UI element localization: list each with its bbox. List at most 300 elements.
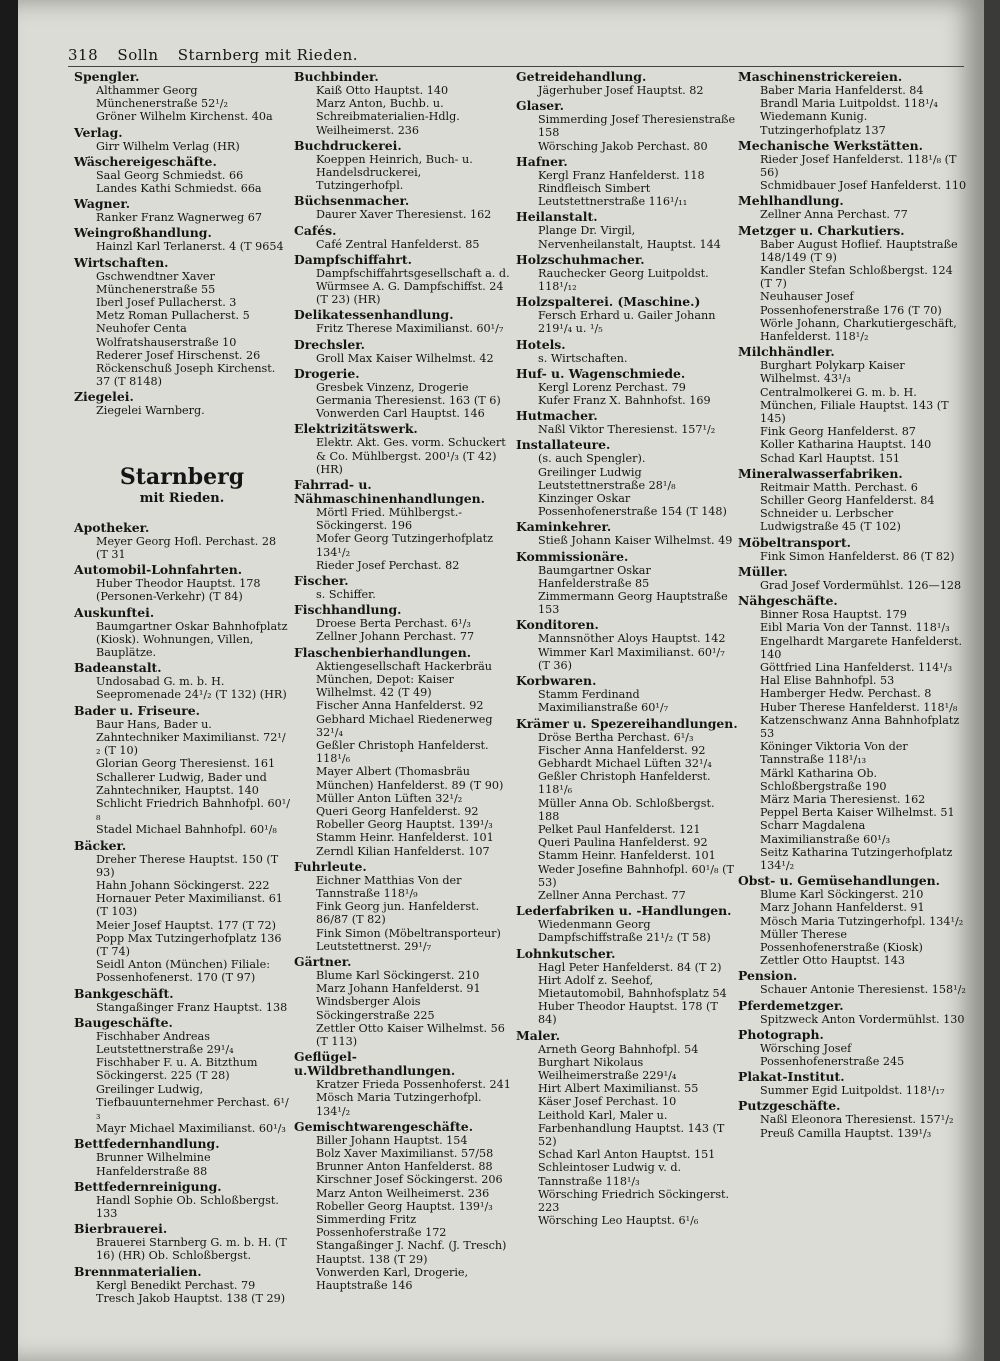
directory-entry: Ranker Franz Wagnerweg 67 [96,211,262,225]
trade-heading: Drechsler. [294,336,365,352]
trade-heading: Wirtschaften. [74,254,169,270]
trade-section [516,904,738,944]
trade-section [74,661,290,701]
directory-entry: Naßl Viktor Theresienst. 157¹/₂ [538,423,716,437]
directory-entry: Mannsnöther Aloys Hauptst. 142 [538,632,726,646]
directory-entry: Blume Karl Söckingerst. 210 [316,968,480,982]
trade-heading: Hutmacher. [516,408,598,424]
directory-entry: Wörle Johann, Charkutiergeschäft, Hanfelderst. 118¹/₂ [760,316,957,344]
trade-heading: Milchhändler. [738,344,835,360]
trade-section [516,99,738,153]
trade-heading: Fahrrad- u. Nähmaschinenhandlungen. [294,477,485,507]
directory-entry: Glorian Georg Theresienst. 161 [96,757,276,771]
trade-section [738,194,968,221]
directory-entry: Schad Karl Anton Hauptst. 151 [538,1148,716,1162]
directory-entry: Schlicht Friedrich Bahnhofpl. 60¹/₈ [96,796,290,824]
trade-heading: Baugeschäfte. [74,1014,173,1030]
directory-entry: Fischhaber Andreas Leutstettnerstraße 29¹/₄ [96,1029,234,1056]
trade-section [74,70,290,124]
trade-section [294,308,512,335]
directory-entry: Brunner Wilhelmine Hanfelderstraße 88 [96,1151,211,1178]
trade-section [738,1070,968,1097]
directory-entry: Müller Anna Ob. Schloßbergst. 188 [538,796,715,823]
directory-entry: Mörtl Fried. Mühlbergst.-Söckingerst. 196 [316,506,463,533]
trade-heading: Büchsenmacher. [294,193,410,209]
trade-section [738,969,968,996]
directory-entry: Brunner Anton Hanfelderst. 88 [316,1160,493,1174]
trade-heading: Wäschereigeschäfte. [74,153,217,169]
directory-entry: Summer Egid Luitpoldst. 118¹/₁₇ [760,1084,945,1098]
directory-entry: Zellner Anna Perchast. 77 [538,888,686,902]
directory-entry: Gröner Wilhelm Kirchenst. 40a [96,110,273,124]
header-place-starnberg: Starnberg mit Rieden. [177,46,359,64]
trade-heading: Bäcker. [74,837,127,853]
trade-heading: Maler. [516,1027,561,1043]
directory-entry: Schauer Antonie Theresienst. 158¹/₂ [760,983,966,997]
trade-section [74,155,290,195]
trade-section [738,999,968,1026]
directory-entry: Hamberger Hedw. Perchast. 8 [760,687,932,701]
directory-entry: Göttfried Lina Hanfelderst. 114¹/₃ [760,660,953,674]
directory-entry: Kufer Franz X. Bahnhofst. 169 [538,394,711,408]
directory-entry: Stangaßinger J. Nachf. (J. Tresch) Hauptst. 138 (T 29) [316,1239,507,1266]
trade-heading: Cafés. [294,222,337,238]
directory-entry: Kratzer Frieda Possenhoferst. 241 [316,1078,511,1092]
trade-heading: Nähgeschäfte. [738,593,838,609]
trade-section [74,226,290,253]
trade-heading: Verlag. [74,124,123,140]
directory-entry: Jägerhuber Josef Hauptst. 82 [538,84,704,97]
directory-entry: Hainzl Karl Terlanerst. 4 (T 9654 [96,240,284,254]
directory-entry: Brandl Maria Luitpoldst. 118¹/₄ [760,97,938,111]
directory-entry: Mösch Maria Tutzingerhofpl. 134¹/₂ [760,914,964,928]
trade-heading: Bettfedernreinigung. [74,1178,222,1194]
trade-section [294,1120,512,1292]
trade-section [74,704,290,837]
directory-entry: Zettler Otto Hauptst. 143 [760,954,905,968]
directory-entry: Schmidbauer Josef Hanfelderst. 110 [760,179,967,193]
trade-section [516,295,738,335]
trade-heading: Ziegelei. [74,389,134,405]
trade-section [738,70,968,137]
directory-entry: Undosabad G. m. b. H. Seepromenade 24¹/₂ (T 132) (HR) [96,675,287,702]
directory-entry: Hornauer Peter Maximilianst. 61 (T 103) [96,892,283,919]
directory-entry: Robeller Georg Hauptst. 139¹/₃ [316,818,493,832]
directory-entry: Schleintoser Ludwig v. d. Tannstraße 118¹/₃ [538,1161,682,1188]
directory-entry: Rindfleisch Simbert Leutstettnerstraße 116¹/₁₁ [538,182,688,209]
directory-entry: Landes Kathi Schmiedst. 66a [96,182,262,196]
trade-section [516,155,738,209]
trade-section [74,197,290,224]
directory-entry: Kergl Benedikt Perchast. 79 [96,1278,256,1292]
directory-entry: Koeppen Heinrich, Buch- u. Handelsdruckerei, Tutzingerhofpl. [316,152,473,193]
trade-section [294,574,512,601]
directory-entry: Mayer Albert (Thomasbräu München) Hanfelderst. 89 (T 90) [316,765,504,792]
trade-section [516,210,738,250]
trade-section [516,70,738,97]
directory-entry: Neuhofer Centa Wolfratshauserstraße 10 [96,322,237,349]
trade-heading: Apotheker. [74,519,150,535]
directory-entry: Stadel Michael Bahnhofpl. 60¹/₈ [96,823,277,837]
trade-heading: Lederfabriken u. -Handlungen. [516,903,732,919]
directory-entry: Gebhardt Michael Lüften 32¹/₄ [538,756,712,770]
trade-section [516,367,738,407]
directory-entry: (s. auch Spengler). [538,452,646,466]
directory-entry: Arneth Georg Bahnhofpl. 54 [538,1042,699,1056]
directory-entry: Preuß Camilla Hauptst. 139¹/₃ [760,1126,932,1140]
directory-entry: Biller Johann Hauptst. 154 [316,1133,468,1147]
directory-entry: Wimmer Karl Maximilianst. 60¹/₇ (T 36) [538,645,725,672]
directory-entry: Ziegelei Warnberg. [96,404,205,418]
column-3 [516,70,738,1229]
directory-entry: Katzenschwanz Anna Bahnhofplatz 53 [760,713,960,740]
directory-entry: Burghart Polykarp Kaiser Wilhelmst. 43¹/₃ [760,359,905,386]
trade-section [738,565,968,592]
trade-heading: Mechanische Werkstätten. [738,137,923,153]
directory-entry: Koller Katharina Hauptst. 140 [760,438,932,452]
directory-entry: Schneider u. Lerbscher Ludwigstraße 45 (T 102) [760,507,901,534]
directory-entry: Stamm Heinr. Hanfelderst. 101 [316,831,494,845]
trade-section [74,987,290,1014]
directory-entry: Meyer Georg Hofl. Perchast. 28 (T 31 [96,534,277,562]
directory-entry: Droese Berta Perchast. 6¹/₃ [316,617,471,631]
trade-section [294,338,512,365]
directory-entry: Mayr Michael Maximilianst. 60¹/₃ [96,1122,286,1136]
directory-entry: Girr Wilhelm Verlag (HR) [96,139,240,153]
trade-heading: Bettfedernhandlung. [74,1136,220,1152]
directory-entry: Handl Sophie Ob. Schloßbergst. 133 [96,1193,279,1220]
directory-entry: Müller Anton Lüften 32¹/₂ [316,791,463,805]
directory-entry: Geßler Christoph Hanfelderst. 118¹/₆ [538,770,711,797]
trade-section [74,1137,290,1177]
column-2 [294,70,512,1294]
directory-entry: Iberl Josef Pullacherst. 3 [96,296,237,310]
directory-entry: Seidl Anton (München) Filiale: Possenhofenerst. 170 (T 97) [96,958,271,985]
trade-heading: Pferdemetzger. [738,997,844,1013]
trade-heading: Maschinenstrickereien. [738,69,903,84]
directory-entry: s. Schiffer. [316,588,376,602]
directory-entry: Fink Simon Hanfelderst. 86 (T 82) [760,549,955,563]
trade-heading: Lohnkutscher. [516,945,616,961]
trade-section [294,422,512,476]
trade-heading: Delikatessenhandlung. [294,307,454,323]
trade-heading: Buchdruckerei. [294,137,402,153]
trade-heading: Hafner. [516,153,568,169]
directory-entry: Simmerding Fritz Possenhoferstraße 172 [316,1213,447,1240]
directory-entry: Hahn Johann Söckingerst. 222 [96,878,270,892]
trade-heading: Buchbinder. [294,69,379,84]
directory-entry: Stamm Heinr. Hanfelderst. 101 [538,849,716,863]
directory-entry: Fischer Anna Hanfelderst. 92 [538,743,706,757]
directory-entry: Stangaßinger Franz Hauptst. 138 [96,1000,288,1014]
directory-entry: Köninger Viktoria Von der Tannstraße 118¹/₁₃ [760,740,908,767]
trade-section [738,594,968,872]
trade-section [74,1180,290,1220]
trade-section [516,674,738,714]
trade-section [294,603,512,643]
trade-section [516,520,738,547]
directory-entry: Huber Theodor Hauptst. 178 (T 84) [538,1000,718,1027]
directory-entry: Neuhauser Josef Possenhofenerstraße 176 (T 70) [760,290,942,317]
directory-entry: Elektr. Akt. Ges. vorm. Schuckert & Co. Mühlbergst. 200¹/₃ (T 42) (HR) [316,436,506,476]
trade-section [74,839,290,985]
directory-entry: Schad Karl Hauptst. 151 [760,451,901,465]
trade-section [294,955,512,1048]
trade-heading: Badeanstalt. [74,660,162,676]
directory-entry: Blume Karl Söckingerst. 210 [760,888,924,902]
trade-section [738,467,968,534]
directory-entry: Dröse Bertha Perchast. 6¹/₃ [538,730,694,744]
directory-entry: Brauerei Starnberg G. m. b. H. (T 16) (HR) Ob. Schloßbergst. [96,1236,287,1263]
directory-entry: Wiedemann Kunig. Tutzingerhofplatz 137 [760,110,886,137]
directory-entry: Hagl Peter Hanfelderst. 84 (T 2) [538,960,722,974]
directory-entry: Kergl Franz Hanfelderst. 118 [538,168,705,182]
trade-section [74,126,290,153]
directory-entry: Greilinger Ludwig, Tiefbauunternehmer Perchast. 6¹/₃ [96,1082,289,1122]
directory-entry: Metz Roman Pullacherst. 5 [96,309,250,323]
trade-heading: Flaschenbierhandlungen. [294,644,472,660]
trade-heading: Kommissionäre. [516,548,629,564]
trade-heading: Elektrizitätswerk. [294,421,418,437]
trade-heading: Automobil-Lohnfahrten. [74,562,243,578]
directory-entry: Meier Josef Hauptst. 177 (T 72) [96,918,276,932]
column-1 [74,70,290,1307]
directory-entry: Scharr Magdalena Maximilianstraße 60¹/₃ [760,819,891,846]
trade-section [294,646,512,858]
directory-entry: Leithold Karl, Maler u. Farbenhandlung Hauptst. 143 (T 52) [538,1108,725,1148]
directory-entry: Hal Elise Bahnhofpl. 53 [760,674,895,688]
trade-section [74,390,290,417]
directory-entry: s. Wirtschaften. [538,351,628,365]
header-place-solln: Solln [117,46,159,64]
trade-heading: Pension. [738,968,798,984]
trade-heading: Geflügel-u.Wildbrethandlungen. [294,1049,456,1079]
trade-heading: Installateure. [516,437,611,453]
trade-heading: Holzschuhmacher. [516,251,645,267]
directory-entry: Huber Theodor Hauptst. 178 (Personen-Verkehr) (T 84) [96,577,261,604]
directory-entry: Zellner Johann Perchast. 77 [316,630,475,644]
directory-entry: Tresch Jakob Hauptst. 138 (T 29) [96,1291,286,1305]
directory-entry: Bolz Xaver Maximilianst. 57/58 [316,1146,494,1160]
trade-section [516,717,738,903]
directory-entry: Kirschner Josef Söckingerst. 206 [316,1173,503,1187]
directory-entry: Käser Josef Perchast. 10 [538,1095,677,1109]
trade-heading: Plakat-Institut. [738,1069,845,1085]
directory-entry: Kaiß Otto Hauptst. 140 [316,84,449,97]
directory-entry: Vonwerden Carl Hauptst. 146 [316,407,485,421]
trade-section [294,194,512,221]
trade-section [74,606,290,660]
directory-entry: Wörsching Jakob Perchast. 80 [538,139,708,153]
directory-entry: Kergl Lorenz Perchast. 79 [538,380,686,394]
directory-entry: Centralmolkerei G. m. b. H. München, Filiale Hauptst. 143 (T 145) [760,385,949,426]
directory-entry: Fersch Erhard u. Gailer Johann 219¹/₄ u. ¹/₅ [538,309,716,336]
trade-heading: Bader u. Friseure. [74,702,200,718]
directory-entry: Windsberger Alois Söckingerstraße 225 [316,995,435,1022]
directory-entry: Gschwendtner Xaver Münchenerstraße 55 [96,269,216,296]
trade-heading: Gemischtwarengeschäfte. [294,1118,474,1134]
directory-entry: Fritz Therese Maximilianst. 60¹/₇ [316,322,504,336]
trade-section [516,253,738,293]
trade-section [294,860,512,953]
trade-section [294,367,512,421]
trade-section [74,1265,290,1305]
trade-heading: Fischer. [294,573,349,589]
directory-entry: Eichner Matthias Von der Tannstraße 118¹/₉ [316,873,462,900]
directory-entry: Grad Josef Vordermühlst. 126—128 [760,578,962,592]
column-4 [738,70,968,1142]
trade-section [738,536,968,563]
trade-heading: Bierbrauerei. [74,1221,168,1237]
book-gutter-edge [984,0,1000,1361]
directory-entry: Zerndl Kilian Hanfelderst. 107 [316,844,490,858]
directory-entry: Burghart Nikolaus Weilheimerstraße 229¹/₄ [538,1055,677,1082]
directory-entry: Geßler Christoph Hanfelderst. 118¹/₆ [316,738,489,766]
trade-section [516,947,738,1027]
trade-section [294,253,512,307]
directory-entry: Seitz Katharina Tutzingerhofplatz 134¹/₂ [760,845,953,872]
directory-entry: Weder Josefine Bahnhofpl. 60¹/₈ (T 53) [538,862,734,889]
directory-entry: Fink Georg jun. Hanfelderst. 86/87 (T 82) [316,900,480,927]
directory-entry: Café Zentral Hanfelderst. 85 [316,237,480,251]
directory-entry: Fink Georg Hanfelderst. 87 [760,425,916,439]
directory-entry: Marz Anton, Buchb. u. Schreibmaterialien-Hdlg. Weilheimerst. 236 [316,97,460,137]
trade-heading: Weingroßhandlung. [74,225,212,241]
trade-heading: Müller. [738,563,788,579]
trade-heading: Korbwaren. [516,673,597,689]
directory-entry: Kandler Stefan Schloßbergst. 124 (T 7) [760,264,953,291]
trade-section [294,478,512,572]
trade-section [516,338,738,365]
trade-heading: Möbeltransport. [738,534,851,550]
trade-section [516,438,738,518]
trade-section [294,224,512,251]
directory-entry: März Maria Theresienst. 162 [760,792,926,806]
trade-heading: Wagner. [74,196,131,212]
trade-section [74,256,290,389]
directory-entry: Plange Dr. Virgil, Nervenheilanstalt, Hauptst. 144 [538,224,721,251]
directory-entry: Saal Georg Schmiedst. 66 [96,168,244,182]
trade-section [74,563,290,603]
directory-entry: Zimmermann Georg Hauptstraße 153 [538,590,728,617]
trade-heading: Mineralwasserfabriken. [738,465,903,481]
directory-entry: Queri Paulina Hanfelderst. 92 [538,836,708,850]
directory-entry: Schiller Georg Hanfelderst. 84 [760,494,935,508]
trade-heading: Krämer u. Spezereihandlungen. [516,715,738,731]
directory-entry: Rederer Josef Hirschenst. 26 [96,348,261,362]
directory-entry: Rauchecker Georg Luitpoldst. 118¹/₁₂ [538,266,709,294]
directory-entry: Baber Maria Hanfelderst. 84 [760,84,924,97]
trade-heading: Gärtner. [294,953,352,969]
directory-entry: Kinzinger Oskar Possenhofenerstraße 154 (T 148) [538,492,727,519]
directory-entry: Stamm Ferdinand Maximilianstraße 60¹/₇ [538,688,669,715]
directory-entry: Engelhardt Margarete Hanfelderst. 140 [760,634,963,661]
trade-heading: Getreidehandlung. [516,69,647,84]
trade-heading: Holzspalterei. (Maschine.) [516,294,701,310]
trade-section [516,1029,738,1228]
header-rule [68,66,964,67]
directory-page [18,0,984,1361]
trade-heading: Photograph. [738,1026,824,1042]
directory-entry: Peppel Berta Kaiser Wilhelmst. 51 [760,806,955,820]
directory-entry: Schallerer Ludwig, Bader und Zahntechniker, Hauptst. 140 [96,770,267,797]
trade-heading: Kaminkehrer. [516,519,612,535]
directory-entry: Robeller Georg Hauptst. 139¹/₃ [316,1199,493,1213]
directory-entry: Baumgartner Oskar Bahnhofplatz (Kiosk). Wohnungen, Villen, Bauplätze. [96,619,288,660]
trade-section [74,521,290,561]
trade-heading: Fischhandlung. [294,602,402,618]
directory-entry: Wörsching Leo Hauptst. 6¹/₆ [538,1214,699,1228]
directory-entry: Gresbek Vinzenz, Drogerie Germania Theresienst. 163 (T 6) [316,380,501,408]
directory-entry: Märkl Katharina Ob. Schloßbergstraße 190 [760,766,887,793]
directory-entry: Huber Therese Hanfelderst. 118¹/₈ [760,700,958,714]
trade-section [738,345,968,465]
directory-entry: Queri Georg Hanfelderst. 92 [316,804,479,818]
trade-heading: Huf- u. Wagenschmiede. [516,365,686,381]
trade-section [294,1050,512,1118]
trade-section [738,224,968,344]
trade-heading: Brennmaterialien. [74,1263,202,1279]
directory-entry: Pelket Paul Hanfelderst. 121 [538,822,701,836]
directory-entry: Stieß Johann Kaiser Wilhelmst. 49 [538,534,733,548]
directory-entry: Rieder Josef Perchast. 82 [316,558,460,572]
page-number: 318 [68,46,99,64]
trade-heading: Auskunftei. [74,604,155,620]
directory-entry: Mofer Georg Tutzingerhofplatz 134¹/₂ [316,532,494,559]
trade-heading: Mehlhandlung. [738,193,844,209]
trade-section [294,70,512,137]
directory-entry: Zellner Anna Perchast. 77 [760,208,908,222]
trade-section [516,618,738,672]
directory-entry: Reitmair Matth. Perchast. 6 [760,480,918,494]
trade-heading: Spengler. [74,69,140,84]
directory-entry: Groll Max Kaiser Wilhelmst. 42 [316,351,494,365]
trade-heading: Drogerie. [294,365,360,381]
directory-entry: Zettler Otto Kaiser Wilhelmst. 56 (T 113) [316,1021,505,1048]
trade-section [738,139,968,193]
directory-entry: Marz Anton Weilheimerst. 236 [316,1186,490,1200]
directory-entry: Wiedenmann Georg Dampfschiffstraße 21¹/₂ (T 58) [538,918,711,945]
directory-entry: Gebhard Michael Riedenerweg 32¹/₄ [316,712,493,739]
directory-entry: Spitzweck Anton Vordermühlst. 130 [760,1012,965,1026]
directory-entry: Mösch Maria Tutzingerhofpl. 134¹/₂ [316,1091,482,1118]
directory-entry: Baur Hans, Bader u. Zahntechniker Maximilianst. 72¹/₂ (T 10) [96,717,286,758]
directory-entry: Naßl Eleonora Theresienst. 157¹/₂ [760,1113,954,1127]
directory-entry: Rieder Josef Hanfelderst. 118¹/₈ (T 56) [760,152,957,180]
directory-entry: Dampfschiffahrtsgesellschaft a. d. Würmsee A. G. Dampfschiffst. 24 (T 23) (HR) [316,266,510,307]
directory-entry: Dreher Therese Hauptst. 150 (T 93) [96,852,279,879]
trade-section [74,1016,290,1136]
directory-entry: Fischer Anna Hanfelderst. 92 [316,699,484,713]
directory-entry: Binner Rosa Hauptst. 179 [760,608,907,622]
directory-entry: Daurer Xaver Theresienst. 162 [316,208,492,222]
trade-heading: Bankgeschäft. [74,985,174,1001]
trade-section [738,874,968,967]
trade-heading: Glaser. [516,98,564,114]
directory-entry: Marz Johann Hanfelderst. 91 [316,982,481,996]
town-heading [74,464,290,505]
trade-section [294,139,512,193]
directory-entry: Vonwerden Karl, Drogerie, Hauptstraße 146 [316,1265,469,1293]
town-title: Starnberg [119,463,245,490]
directory-entry: Aktiengesellschaft Hackerbräu München, Depot: Kaiser Wilhelmst. 42 (T 49) [316,659,492,700]
trade-heading: Fuhrleute. [294,858,367,874]
trade-heading: Obst- u. Gemüsehandlungen. [738,873,940,889]
trade-heading: Konditoren. [516,617,599,633]
trade-heading: Hotels. [516,336,566,352]
directory-entry: Eibl Maria Von der Tannst. 118¹/₃ [760,621,950,635]
directory-entry: Marz Johann Hanfelderst. 91 [760,901,925,915]
